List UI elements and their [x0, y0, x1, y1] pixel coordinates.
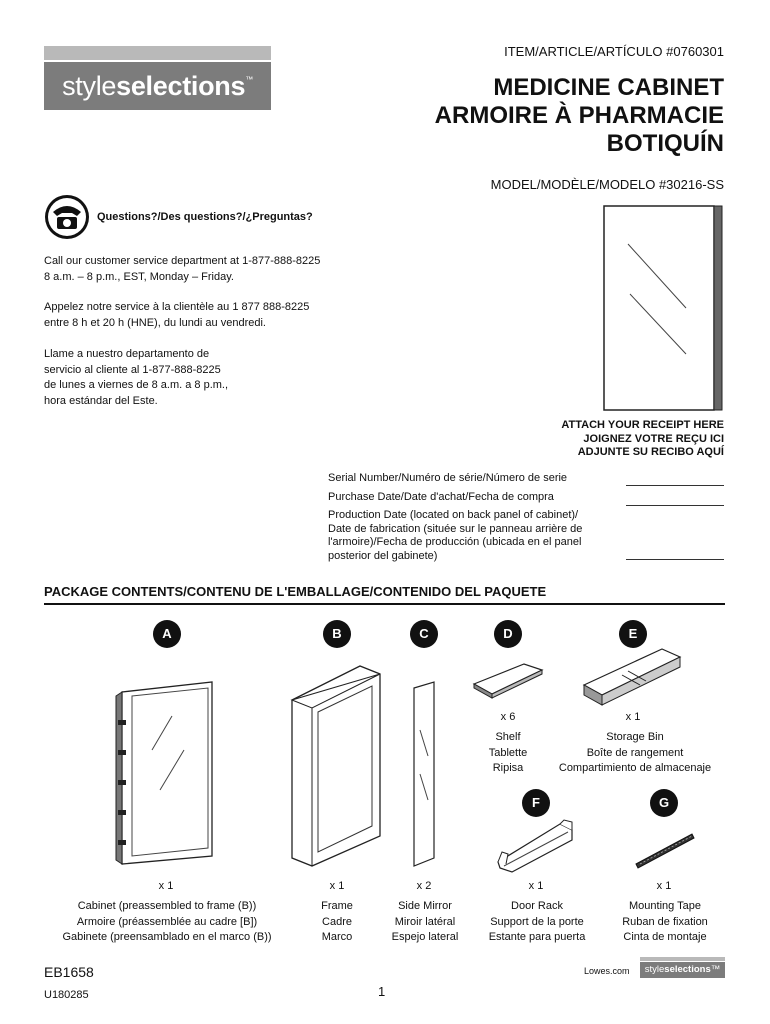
purchase-date-line [626, 505, 724, 506]
qty-d: x 6 [500, 711, 516, 723]
cabinet-part-illustration [112, 680, 222, 866]
part-badge-e: E [619, 620, 647, 648]
caption-frame: Frame Cadre Marco [321, 900, 353, 944]
support-text-en: Call our customer service department at 1-877-888-8225 8 a.m. – 8 p.m., EST, Monday – Friday. [44, 255, 321, 283]
support-text-es: Llame a nuestro departamento de servicio al cliente al 1-877-888-8225 de lunes a viernes de 8 a.m. a 8 p.m., hora estándar del Este. [44, 348, 229, 407]
cabinet-illustration [600, 204, 726, 414]
product-title: MEDICINE CABINET ARMOIRE À PHARMACIE BOTIQUÍN [434, 74, 724, 157]
side-mirror-part-illustration [412, 680, 438, 868]
brand-logo: styleselections™ [44, 62, 271, 110]
package-contents-heading: PACKAGE CONTENTS/CONTENU DE L'EMBALLAGE/CONTENIDO DEL PAQUETE [44, 584, 547, 599]
storage-bin-part-illustration [582, 645, 682, 709]
page-number: 1 [378, 984, 386, 999]
part-badge-f: F [522, 789, 550, 817]
mounting-tape-part-illustration [634, 832, 696, 870]
production-date-line [626, 559, 724, 560]
caption-door-rack: Door Rack Support de la porte Estante para puerta [488, 900, 586, 944]
questions-heading: Questions?/Des questions?/¿Preguntas? [97, 211, 313, 223]
logo-top-bar [44, 46, 271, 60]
caption-mounting-tape: Mounting Tape Ruban de fixation Cinta de montaje [622, 900, 708, 944]
brand-logo-small: styleselections™ [640, 957, 725, 978]
qty-a: x 1 [158, 880, 174, 892]
purchase-date-label: Purchase Date/Date d'achat/Fecha de compra [328, 491, 554, 503]
document-code: EB1658 [44, 964, 94, 980]
part-badge-g: G [650, 789, 678, 817]
caption-shelf: Shelf Tablette Ripisa [488, 731, 528, 775]
caption-side-mirror: Side Mirror Miroir latéral Espejo lateral [391, 900, 459, 944]
qty-b: x 1 [329, 880, 345, 892]
door-rack-part-illustration [494, 818, 576, 874]
caption-cabinet: Cabinet (preassembled to frame (B)) Armoire (préassemblée au cadre [B]) Gabinete (preensamblado en el marco (B)) [62, 900, 272, 944]
shelf-part-illustration [472, 660, 544, 700]
telephone-icon [44, 194, 90, 240]
part-badge-a: A [153, 620, 181, 648]
model-number: MODEL/MODÈLE/MODELO #30216-SS [490, 177, 724, 192]
caption-storage-bin: Storage Bin Boîte de rangement Compartimiento de almacenaje [558, 731, 712, 775]
receipt-instructions: ATTACH YOUR RECEIPT HERE JOIGNEZ VOTRE REÇU ICI ADJUNTE SU RECIBO AQUÍ [561, 419, 724, 458]
qty-e: x 1 [625, 711, 641, 723]
serial-number-label: Serial Number/Numéro de série/Número de serie [328, 472, 568, 484]
production-date-label: Production Date (located on back panel of cabinet)/ Date de fabrication (située sur le panneau arrière de l'armoire)/Fecha de producción (ubicada en el panel posterior del gabinete) [328, 509, 583, 562]
qty-g: x 1 [656, 880, 672, 892]
qty-c: x 2 [416, 880, 432, 892]
sub-code: U180285 [44, 989, 89, 1001]
website-label: Lowes.com [584, 966, 630, 976]
qty-f: x 1 [528, 880, 544, 892]
part-badge-d: D [494, 620, 522, 648]
serial-number-line [626, 485, 724, 486]
section-rule [44, 603, 725, 605]
frame-part-illustration [288, 662, 384, 868]
part-badge-b: B [323, 620, 351, 648]
support-text-fr: Appelez notre service à la clientèle au 1 877 888-8225 entre 8 h et 20 h (HNE), du lundi au vendredi. [44, 301, 310, 329]
part-badge-c: C [410, 620, 438, 648]
item-number: ITEM/ARTICLE/ARTÍCULO #0760301 [504, 44, 724, 59]
